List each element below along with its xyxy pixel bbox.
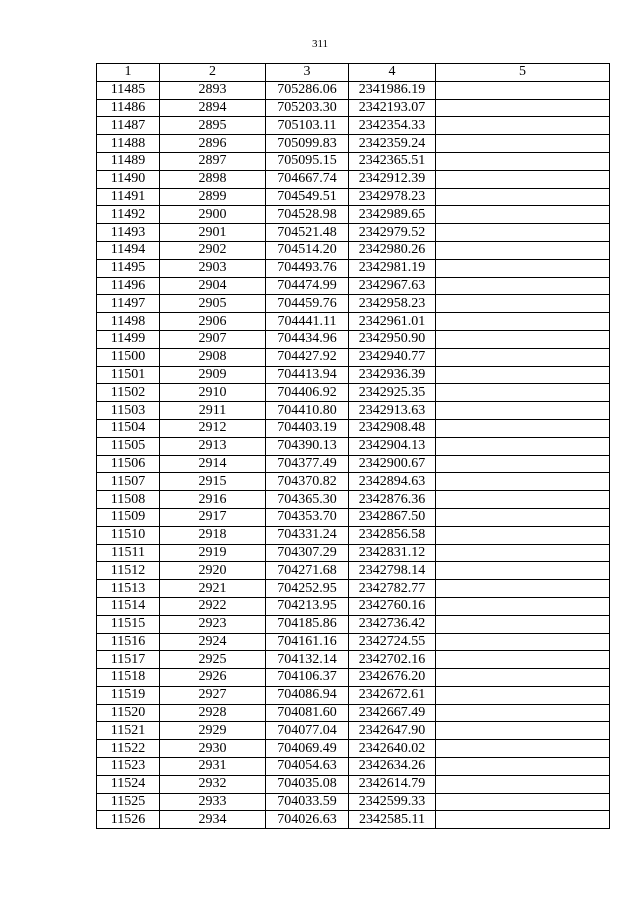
- point-number-cell: 2912: [160, 419, 266, 437]
- note-cell: [436, 170, 610, 188]
- y-coordinate-cell: 2342908.48: [349, 419, 436, 437]
- row-number-cell: 11512: [97, 562, 160, 580]
- x-coordinate-cell: 704161.16: [266, 633, 349, 651]
- row-number-cell: 11516: [97, 633, 160, 651]
- table-body: [97, 81, 610, 828]
- point-number-cell: 2906: [160, 313, 266, 331]
- x-coordinate-cell: 704132.14: [266, 651, 349, 669]
- x-coordinate-cell: 704035.08: [266, 775, 349, 793]
- point-number-cell: 2895: [160, 117, 266, 135]
- table-row: [97, 81, 610, 99]
- y-coordinate-cell: 2342913.63: [349, 402, 436, 420]
- note-cell: [436, 241, 610, 259]
- row-number-cell: 11488: [97, 135, 160, 153]
- y-coordinate-cell: 2342782.77: [349, 580, 436, 598]
- row-number-cell: 11503: [97, 402, 160, 420]
- y-coordinate-cell: 2342798.14: [349, 562, 436, 580]
- x-coordinate-cell: 704081.60: [266, 704, 349, 722]
- row-number-cell: 11514: [97, 597, 160, 615]
- point-number-cell: 2904: [160, 277, 266, 295]
- table-row: [97, 366, 610, 384]
- note-cell: [436, 117, 610, 135]
- point-number-cell: 2930: [160, 740, 266, 758]
- y-coordinate-cell: 2342940.77: [349, 348, 436, 366]
- x-coordinate-cell: 704528.98: [266, 206, 349, 224]
- note-cell: [436, 811, 610, 829]
- note-cell: [436, 206, 610, 224]
- row-number-cell: 11507: [97, 473, 160, 491]
- point-number-cell: 2894: [160, 99, 266, 117]
- note-cell: [436, 313, 610, 331]
- row-number-cell: 11491: [97, 188, 160, 206]
- x-coordinate-cell: 704410.80: [266, 402, 349, 420]
- point-number-cell: 2903: [160, 259, 266, 277]
- table-row: [97, 348, 610, 366]
- x-coordinate-cell: 704390.13: [266, 437, 349, 455]
- row-number-cell: 11493: [97, 224, 160, 242]
- x-coordinate-cell: 704474.99: [266, 277, 349, 295]
- note-cell: [436, 544, 610, 562]
- point-number-cell: 2899: [160, 188, 266, 206]
- x-coordinate-cell: 704406.92: [266, 384, 349, 402]
- y-coordinate-cell: 2342667.49: [349, 704, 436, 722]
- note-cell: [436, 348, 610, 366]
- note-cell: [436, 722, 610, 740]
- table-row: [97, 686, 610, 704]
- row-number-cell: 11518: [97, 669, 160, 687]
- table-row: [97, 455, 610, 473]
- note-cell: [436, 526, 610, 544]
- column-header-3: 3: [266, 64, 349, 82]
- table-row: [97, 775, 610, 793]
- y-coordinate-cell: 2342980.26: [349, 241, 436, 259]
- point-number-cell: 2928: [160, 704, 266, 722]
- table-row: [97, 437, 610, 455]
- table-row: [97, 740, 610, 758]
- note-cell: [436, 775, 610, 793]
- x-coordinate-cell: 704434.96: [266, 330, 349, 348]
- note-cell: [436, 259, 610, 277]
- point-number-cell: 2914: [160, 455, 266, 473]
- point-number-cell: 2902: [160, 241, 266, 259]
- x-coordinate-cell: 705203.30: [266, 99, 349, 117]
- row-number-cell: 11521: [97, 722, 160, 740]
- point-number-cell: 2893: [160, 81, 266, 99]
- table-row: [97, 170, 610, 188]
- table-row: [97, 758, 610, 776]
- row-number-cell: 11525: [97, 793, 160, 811]
- x-coordinate-cell: 704353.70: [266, 508, 349, 526]
- table-row: [97, 633, 610, 651]
- row-number-cell: 11486: [97, 99, 160, 117]
- table-row: [97, 508, 610, 526]
- x-coordinate-cell: 704493.76: [266, 259, 349, 277]
- point-number-cell: 2898: [160, 170, 266, 188]
- page-number: 311: [311, 38, 329, 50]
- table-row: [97, 597, 610, 615]
- y-coordinate-cell: 2342876.36: [349, 491, 436, 509]
- column-header-1: 1: [97, 64, 160, 82]
- row-number-cell: 11485: [97, 81, 160, 99]
- note-cell: [436, 455, 610, 473]
- x-coordinate-cell: 705099.83: [266, 135, 349, 153]
- x-coordinate-cell: 704441.11: [266, 313, 349, 331]
- row-number-cell: 11509: [97, 508, 160, 526]
- row-number-cell: 11506: [97, 455, 160, 473]
- row-number-cell: 11492: [97, 206, 160, 224]
- table-row: [97, 793, 610, 811]
- note-cell: [436, 277, 610, 295]
- note-cell: [436, 669, 610, 687]
- note-cell: [436, 402, 610, 420]
- table-row: [97, 811, 610, 829]
- note-cell: [436, 384, 610, 402]
- note-cell: [436, 135, 610, 153]
- x-coordinate-cell: 704370.82: [266, 473, 349, 491]
- table-row: [97, 259, 610, 277]
- y-coordinate-cell: 2342894.63: [349, 473, 436, 491]
- x-coordinate-cell: 704413.94: [266, 366, 349, 384]
- header-row: [97, 64, 610, 82]
- point-number-cell: 2896: [160, 135, 266, 153]
- note-cell: [436, 330, 610, 348]
- x-coordinate-cell: 704365.30: [266, 491, 349, 509]
- y-coordinate-cell: 2342989.65: [349, 206, 436, 224]
- table-row: [97, 313, 610, 331]
- table-row: [97, 277, 610, 295]
- row-number-cell: 11505: [97, 437, 160, 455]
- note-cell: [436, 437, 610, 455]
- row-number-cell: 11508: [97, 491, 160, 509]
- point-number-cell: 2910: [160, 384, 266, 402]
- row-number-cell: 11502: [97, 384, 160, 402]
- row-number-cell: 11496: [97, 277, 160, 295]
- y-coordinate-cell: 2342958.23: [349, 295, 436, 313]
- point-number-cell: 2934: [160, 811, 266, 829]
- table-row: [97, 491, 610, 509]
- table-row: [97, 152, 610, 170]
- table-row: [97, 562, 610, 580]
- x-coordinate-cell: 704521.48: [266, 224, 349, 242]
- y-coordinate-cell: 2342912.39: [349, 170, 436, 188]
- x-coordinate-cell: 704667.74: [266, 170, 349, 188]
- x-coordinate-cell: 704026.63: [266, 811, 349, 829]
- row-number-cell: 11504: [97, 419, 160, 437]
- row-number-cell: 11495: [97, 259, 160, 277]
- y-coordinate-cell: 2342599.33: [349, 793, 436, 811]
- table-row: [97, 188, 610, 206]
- row-number-cell: 11500: [97, 348, 160, 366]
- y-coordinate-cell: 2341986.19: [349, 81, 436, 99]
- y-coordinate-cell: 2342961.01: [349, 313, 436, 331]
- point-number-cell: 2900: [160, 206, 266, 224]
- note-cell: [436, 419, 610, 437]
- note-cell: [436, 580, 610, 598]
- row-number-cell: 11490: [97, 170, 160, 188]
- x-coordinate-cell: 704106.37: [266, 669, 349, 687]
- row-number-cell: 11517: [97, 651, 160, 669]
- point-number-cell: 2929: [160, 722, 266, 740]
- note-cell: [436, 473, 610, 491]
- row-number-cell: 11519: [97, 686, 160, 704]
- note-cell: [436, 758, 610, 776]
- note-cell: [436, 651, 610, 669]
- table-row: [97, 117, 610, 135]
- row-number-cell: 11501: [97, 366, 160, 384]
- x-coordinate-cell: 705286.06: [266, 81, 349, 99]
- table-row: [97, 241, 610, 259]
- y-coordinate-cell: 2342867.50: [349, 508, 436, 526]
- table-row: [97, 384, 610, 402]
- note-cell: [436, 562, 610, 580]
- y-coordinate-cell: 2342925.35: [349, 384, 436, 402]
- y-coordinate-cell: 2342640.02: [349, 740, 436, 758]
- y-coordinate-cell: 2342585.11: [349, 811, 436, 829]
- y-coordinate-cell: 2342904.13: [349, 437, 436, 455]
- x-coordinate-cell: 705103.11: [266, 117, 349, 135]
- point-number-cell: 2917: [160, 508, 266, 526]
- y-coordinate-cell: 2342967.63: [349, 277, 436, 295]
- y-coordinate-cell: 2342979.52: [349, 224, 436, 242]
- y-coordinate-cell: 2342936.39: [349, 366, 436, 384]
- row-number-cell: 11511: [97, 544, 160, 562]
- y-coordinate-cell: 2342359.24: [349, 135, 436, 153]
- row-number-cell: 11498: [97, 313, 160, 331]
- point-number-cell: 2923: [160, 615, 266, 633]
- x-coordinate-cell: 704077.04: [266, 722, 349, 740]
- table-row: [97, 669, 610, 687]
- point-number-cell: 2931: [160, 758, 266, 776]
- note-cell: [436, 597, 610, 615]
- y-coordinate-cell: 2342702.16: [349, 651, 436, 669]
- note-cell: [436, 295, 610, 313]
- point-number-cell: 2919: [160, 544, 266, 562]
- table-row: [97, 615, 610, 633]
- table-row: [97, 206, 610, 224]
- row-number-cell: 11489: [97, 152, 160, 170]
- y-coordinate-cell: 2342856.58: [349, 526, 436, 544]
- row-number-cell: 11524: [97, 775, 160, 793]
- row-number-cell: 11523: [97, 758, 160, 776]
- row-number-cell: 11494: [97, 241, 160, 259]
- point-number-cell: 2909: [160, 366, 266, 384]
- point-number-cell: 2924: [160, 633, 266, 651]
- table-row: [97, 651, 610, 669]
- x-coordinate-cell: 704514.20: [266, 241, 349, 259]
- y-coordinate-cell: 2342736.42: [349, 615, 436, 633]
- point-number-cell: 2916: [160, 491, 266, 509]
- y-coordinate-cell: 2342365.51: [349, 152, 436, 170]
- x-coordinate-cell: 704033.59: [266, 793, 349, 811]
- y-coordinate-cell: 2342193.07: [349, 99, 436, 117]
- coordinates-table: [96, 63, 610, 829]
- y-coordinate-cell: 2342634.26: [349, 758, 436, 776]
- note-cell: [436, 152, 610, 170]
- note-cell: [436, 81, 610, 99]
- point-number-cell: 2897: [160, 152, 266, 170]
- table-row: [97, 419, 610, 437]
- point-number-cell: 2901: [160, 224, 266, 242]
- point-number-cell: 2907: [160, 330, 266, 348]
- point-number-cell: 2932: [160, 775, 266, 793]
- row-number-cell: 11526: [97, 811, 160, 829]
- table-row: [97, 402, 610, 420]
- y-coordinate-cell: 2342760.16: [349, 597, 436, 615]
- point-number-cell: 2922: [160, 597, 266, 615]
- point-number-cell: 2921: [160, 580, 266, 598]
- x-coordinate-cell: 704252.95: [266, 580, 349, 598]
- point-number-cell: 2933: [160, 793, 266, 811]
- point-number-cell: 2918: [160, 526, 266, 544]
- note-cell: [436, 740, 610, 758]
- row-number-cell: 11487: [97, 117, 160, 135]
- row-number-cell: 11520: [97, 704, 160, 722]
- table-row: [97, 722, 610, 740]
- point-number-cell: 2905: [160, 295, 266, 313]
- y-coordinate-cell: 2342354.33: [349, 117, 436, 135]
- y-coordinate-cell: 2342672.61: [349, 686, 436, 704]
- x-coordinate-cell: 704213.95: [266, 597, 349, 615]
- table-row: [97, 295, 610, 313]
- point-number-cell: 2908: [160, 348, 266, 366]
- y-coordinate-cell: 2342981.19: [349, 259, 436, 277]
- table-row: [97, 526, 610, 544]
- row-number-cell: 11513: [97, 580, 160, 598]
- table-row: [97, 580, 610, 598]
- x-coordinate-cell: 704459.76: [266, 295, 349, 313]
- table-row: [97, 544, 610, 562]
- point-number-cell: 2911: [160, 402, 266, 420]
- y-coordinate-cell: 2342676.20: [349, 669, 436, 687]
- x-coordinate-cell: 704054.63: [266, 758, 349, 776]
- x-coordinate-cell: 704086.94: [266, 686, 349, 704]
- note-cell: [436, 704, 610, 722]
- row-number-cell: 11497: [97, 295, 160, 313]
- x-coordinate-cell: 704271.68: [266, 562, 349, 580]
- point-number-cell: 2920: [160, 562, 266, 580]
- point-number-cell: 2925: [160, 651, 266, 669]
- x-coordinate-cell: 704403.19: [266, 419, 349, 437]
- table-row: [97, 704, 610, 722]
- note-cell: [436, 686, 610, 704]
- x-coordinate-cell: 704427.92: [266, 348, 349, 366]
- table-row: [97, 330, 610, 348]
- y-coordinate-cell: 2342978.23: [349, 188, 436, 206]
- point-number-cell: 2926: [160, 669, 266, 687]
- note-cell: [436, 188, 610, 206]
- column-header-5: 5: [436, 64, 610, 82]
- row-number-cell: 11515: [97, 615, 160, 633]
- table-row: [97, 224, 610, 242]
- note-cell: [436, 224, 610, 242]
- point-number-cell: 2915: [160, 473, 266, 491]
- note-cell: [436, 491, 610, 509]
- note-cell: [436, 508, 610, 526]
- row-number-cell: 11510: [97, 526, 160, 544]
- y-coordinate-cell: 2342724.55: [349, 633, 436, 651]
- note-cell: [436, 99, 610, 117]
- table-header: [97, 64, 610, 82]
- point-number-cell: 2927: [160, 686, 266, 704]
- row-number-cell: 11499: [97, 330, 160, 348]
- x-coordinate-cell: 704377.49: [266, 455, 349, 473]
- y-coordinate-cell: 2342647.90: [349, 722, 436, 740]
- note-cell: [436, 366, 610, 384]
- note-cell: [436, 615, 610, 633]
- table-row: [97, 99, 610, 117]
- table-row: [97, 135, 610, 153]
- y-coordinate-cell: 2342614.79: [349, 775, 436, 793]
- x-coordinate-cell: 705095.15: [266, 152, 349, 170]
- column-header-2: 2: [160, 64, 266, 82]
- x-coordinate-cell: 704307.29: [266, 544, 349, 562]
- point-number-cell: 2913: [160, 437, 266, 455]
- table-row: [97, 473, 610, 491]
- row-number-cell: 11522: [97, 740, 160, 758]
- y-coordinate-cell: 2342950.90: [349, 330, 436, 348]
- x-coordinate-cell: 704185.86: [266, 615, 349, 633]
- note-cell: [436, 633, 610, 651]
- y-coordinate-cell: 2342900.67: [349, 455, 436, 473]
- x-coordinate-cell: 704331.24: [266, 526, 349, 544]
- x-coordinate-cell: 704069.49: [266, 740, 349, 758]
- note-cell: [436, 793, 610, 811]
- column-header-4: 4: [349, 64, 436, 82]
- x-coordinate-cell: 704549.51: [266, 188, 349, 206]
- y-coordinate-cell: 2342831.12: [349, 544, 436, 562]
